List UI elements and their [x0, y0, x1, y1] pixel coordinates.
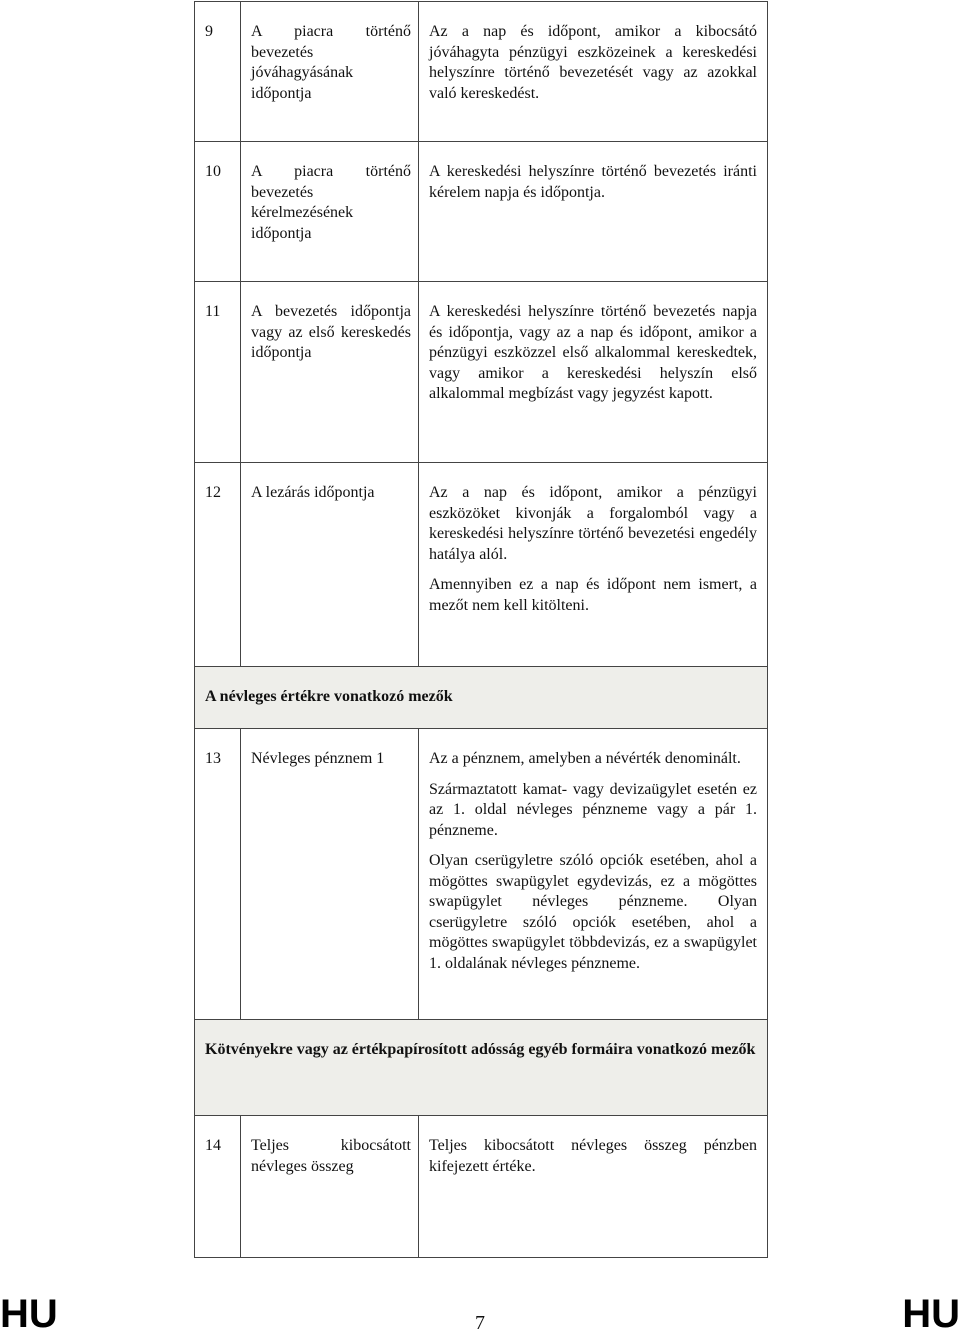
- table-row: [195, 1116, 768, 1258]
- footer-language-code-left: HU: [0, 1292, 58, 1336]
- description-paragraph: A kereskedési helyszínre történő bevezetés napja és időpontja, vagy az a nap és időpont, amikor a pénzügyi eszközzel első alkalommal kereskedtek, vagy amikor a kereskedési helyszín első alkalommal megbízást vagy jegyzést kapott.: [429, 303, 757, 402]
- field-name: A piacra történő bevezetés jóváhagyásának időpontja: [241, 2, 419, 142]
- field-description: [419, 2, 768, 142]
- field-description: [419, 1116, 768, 1258]
- field-name: Névleges pénznem 1: [241, 729, 419, 1020]
- section-title-bonds: Kötvényekre vagy az értékpapírosított adósság egyéb formáira vonatkozó mezők: [195, 1020, 768, 1116]
- field-number: 11: [195, 282, 241, 463]
- field-number: 13: [195, 729, 241, 1020]
- field-name: Teljes kibocsátott névleges összeg: [241, 1116, 419, 1258]
- table-row: [195, 282, 768, 463]
- description-paragraph: Olyan cserügyletre szóló opciók esetében, ahol a mögöttes swapügylet egydevizás, ez a mögöttes swapügylet névleges pénzneme. Olyan cserügyletre szóló opciók esetében, ahol a mögöttes swapügylet többdevizás, ez a swapügylet 1. oldalának névleges pénzneme.: [429, 852, 757, 972]
- table-row: [195, 729, 768, 1020]
- field-name: A bevezetés időpontja vagy az első kereskedés időpontja: [241, 282, 419, 463]
- page-number: 7: [475, 1312, 485, 1334]
- description-paragraph: Származtatott kamat- vagy devizaügylet esetén ez az 1. oldal névleges pénzneme vagy a pár 1. pénzneme.: [429, 780, 757, 839]
- field-number: 9: [195, 2, 241, 142]
- table-row: [195, 463, 768, 667]
- section-header-row: [195, 667, 768, 729]
- field-name: A lezárás időpontja: [241, 463, 419, 667]
- description-paragraph: Az a nap és időpont, amikor a kibocsátó jóváhagyta pénzügyi eszközeinek a kereskedési helyszínre történő bevezetését vagy az azokkal való kereskedést.: [429, 23, 757, 102]
- field-description: [419, 282, 768, 463]
- description-paragraph: Az a nap és időpont, amikor a pénzügyi eszközöket kivonják a forgalomból vagy a kereskedési helyszínre történő bevezetési engedély hatálya alól.: [429, 484, 757, 563]
- field-description: [419, 142, 768, 282]
- footer-language-code-right: HU: [902, 1292, 960, 1336]
- description-paragraph: Az a pénznem, amelyben a névérték denominált.: [429, 750, 741, 767]
- description-paragraph: Teljes kibocsátott névleges összeg pénzben kifejezett értéke.: [429, 1137, 757, 1175]
- description-paragraph: Amennyiben ez a nap és időpont nem ismert, a mezőt nem kell kitölteni.: [429, 576, 757, 614]
- field-name: A piacra történő bevezetés kérelmezésének időpontja: [241, 142, 419, 282]
- description-paragraph: A kereskedési helyszínre történő bevezetés iránti kérelem napja és időpontja.: [429, 163, 757, 201]
- field-number: 14: [195, 1116, 241, 1258]
- table-row: [195, 142, 768, 282]
- field-description: [419, 729, 768, 1020]
- field-description: [419, 463, 768, 667]
- fields-table: [194, 1, 768, 1258]
- table-row: [195, 2, 768, 142]
- section-title-nominal: A névleges értékre vonatkozó mezők: [195, 667, 768, 729]
- section-header-row: [195, 1020, 768, 1116]
- field-number: 12: [195, 463, 241, 667]
- field-number: 10: [195, 142, 241, 282]
